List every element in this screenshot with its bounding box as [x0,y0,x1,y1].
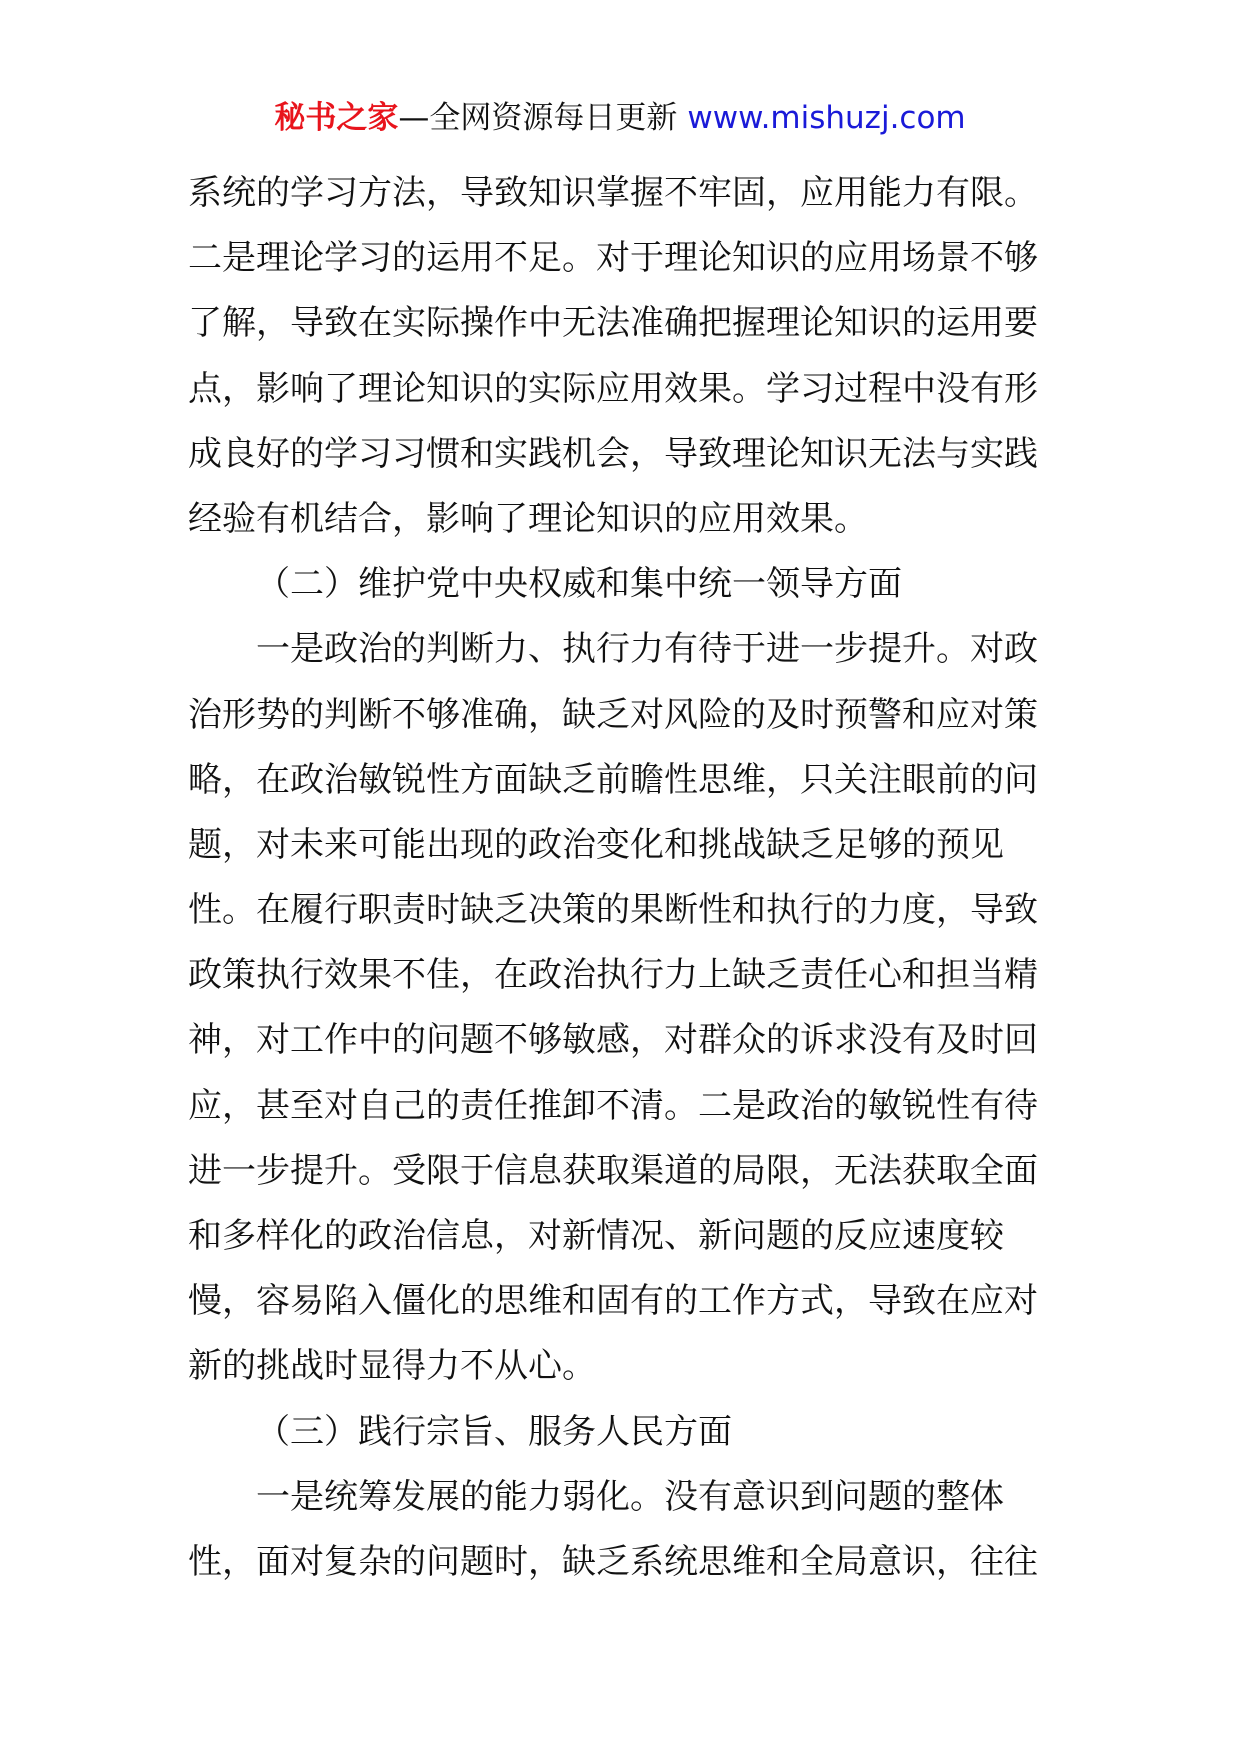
body-line: 政策执行效果不佳，在政治执行力上缺乏责任心和担当精 [188,955,1038,996]
body-line: 题，对未来可能出现的政治变化和挑战缺乏足够的预见 [188,824,1004,865]
body-line: 一是政治的判断力、执行力有待于进一步提升。对政 [256,629,1038,670]
body-line: 成良好的学习习惯和实践机会，导致理论知识无法与实践 [188,433,1038,474]
body-line: 二是理论学习的运用不足。对于理论知识的应用场景不够 [188,238,1038,279]
page-header [0,98,1240,138]
body-line: 神，对工作中的问题不够敏感，对群众的诉求没有及时回 [188,1020,1038,1061]
body-line: 性，面对复杂的问题时，缺乏系统思维和全局意识，往往 [188,1541,1038,1582]
body-line: 应，甚至对自己的责任推卸不清。二是政治的敏锐性有待 [188,1085,1038,1126]
header-tagline: —全网资源每日更新 [398,100,678,136]
body-line: 一是统筹发展的能力弱化。没有意识到问题的整体 [256,1476,1004,1517]
body-line: 点，影响了理论知识的实际应用效果。学习过程中没有形 [188,368,1038,409]
brand-name: 秘书之家 [274,100,399,136]
body-line: 性。在履行职责时缺乏决策的果断性和执行的力度，导致 [188,890,1038,931]
document-body [188,161,1058,1595]
body-line: 系统的学习方法，导致知识掌握不牢固，应用能力有限。 [188,173,1038,213]
body-line: 经验有机结合，影响了理论知识的应用效果。 [188,498,868,539]
body-line: 了解，导致在实际操作中无法准确把握理论知识的运用要 [188,303,1038,344]
body-line: 慢，容易陷入僵化的思维和固有的工作方式，导致在应对 [188,1281,1038,1322]
section-heading: （二）维护党中央权威和集中统一领导方面 [256,564,902,605]
section-heading: （三）践行宗旨、服务人民方面 [256,1411,732,1452]
body-line: 新的挑战时显得力不从心。 [188,1346,596,1387]
body-line: 进一步提升。受限于信息获取渠道的局限，无法获取全面 [188,1150,1038,1191]
website-link[interactable]: www.mishuzj.com [687,100,966,136]
body-line: 和多样化的政治信息，对新情况、新问题的反应速度较 [188,1216,1004,1256]
body-line: 治形势的判断不够准确，缺乏对风险的及时预警和应对策 [188,694,1038,735]
body-line: 略，在政治敏锐性方面缺乏前瞻性思维，只关注眼前的问 [188,759,1038,800]
